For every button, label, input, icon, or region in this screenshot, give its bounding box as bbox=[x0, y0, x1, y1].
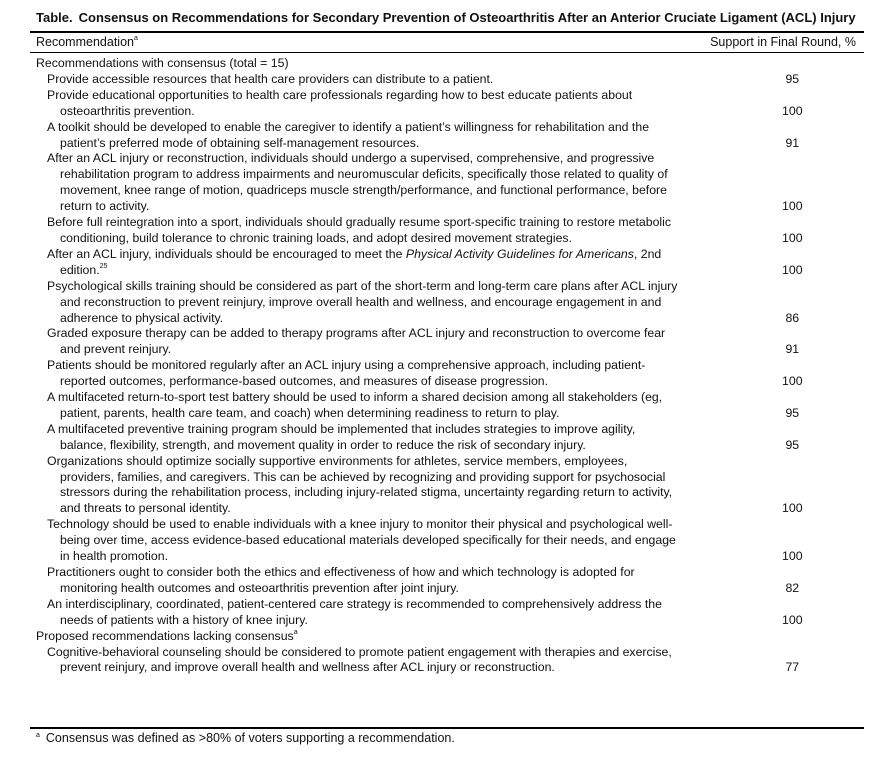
table-title-text: Consensus on Recommendations for Secondary Prevention of Osteoarthritis After an Anterior Cruciate Ligament (ACL) Injury bbox=[78, 10, 856, 25]
recommendation-text: Graded exposure therapy can be added to therapy programs after ACL injury and reconstruction to overcome fear and prevent reinjury. bbox=[47, 326, 666, 357]
support-value: 95 bbox=[785, 405, 800, 420]
table-body bbox=[34, 56, 858, 676]
recommendation-text: A multifaceted preventive training program should be implemented that includes strategies to improve agility, balance, flexibility, strength, and movement quality in order to reduce the risk of secondary injury. bbox=[47, 421, 636, 452]
recommendation-text: A toolkit should be developed to enable the caregiver to identify a patient’s willingness for rehabilitation and the patient’s preferred mode of obtaining self-management resources. bbox=[47, 119, 650, 150]
recommendation-text: Psychological skills training should be considered as part of the short-term and long-term care plans after ACL injury and reconstruction to prevent reinjury, improve overall health and wellness, and encourage engagement in and adherence to physical activity. bbox=[47, 278, 678, 325]
table-row bbox=[34, 72, 858, 88]
lacking-items bbox=[34, 645, 858, 677]
support-value: 95 bbox=[785, 437, 800, 452]
column-header-recommendation bbox=[36, 35, 138, 49]
consensus-items bbox=[34, 72, 858, 629]
top-rule bbox=[30, 31, 864, 33]
recommendation-text: Technology should be used to enable individuals with a knee injury to monitor their physical and psychological well-being over time, access evidence-based educational materials developed specifically for their needs, and engage in health promotion. bbox=[47, 517, 676, 564]
support-value: 100 bbox=[782, 612, 803, 627]
table-row bbox=[34, 279, 858, 327]
column-header-recommendation-label: Recommendation bbox=[36, 35, 134, 49]
table-row bbox=[34, 151, 858, 215]
header-rule bbox=[30, 52, 864, 53]
table-row bbox=[34, 454, 858, 518]
recommendation-text: Provide accessible resources that health care providers can distribute to a patient. bbox=[47, 71, 494, 86]
support-value: 100 bbox=[782, 262, 803, 277]
table-label: Table. bbox=[36, 10, 73, 25]
footnote-marker: a bbox=[36, 731, 40, 739]
table-row bbox=[34, 597, 858, 629]
bottom-rule bbox=[30, 727, 864, 729]
table-row bbox=[34, 120, 858, 152]
reference-superscript: 25 bbox=[99, 262, 108, 270]
recommendation-text: Before full reintegration into a sport, individuals should gradually resume sport-specific training to restore metabolic conditioning, build tolerance to chronic training loads, and adopt desired movement strategies. bbox=[47, 215, 672, 245]
table-row bbox=[34, 215, 858, 247]
recommendation-text: Provide educational opportunities to health care professionals regarding how to best educate patients about osteoarthritis prevention. bbox=[47, 87, 633, 118]
footnote-marker: a bbox=[133, 34, 138, 42]
recommendation-text: An interdisciplinary, coordinated, patient-centered care strategy is recommended to comprehensively address the needs of patients with a history of knee injury. bbox=[47, 596, 662, 627]
section-label: Recommendations with consensus (total = 15) bbox=[36, 56, 289, 70]
table-row bbox=[34, 422, 858, 454]
table-row bbox=[34, 565, 858, 597]
recommendation-text bbox=[34, 247, 679, 279]
support-value: 100 bbox=[782, 374, 803, 389]
recommendation-text-part: After an ACL injury, individuals should be encouraged to meet the bbox=[47, 246, 406, 261]
footnote-marker: a bbox=[293, 628, 298, 636]
support-value: 100 bbox=[782, 549, 803, 564]
footnote-text: Consensus was defined as >80% of voters supporting a recommendation. bbox=[45, 731, 455, 745]
support-value: 82 bbox=[785, 580, 800, 595]
table-row bbox=[34, 390, 858, 422]
recommendation-text-italic: Physical Activity Guidelines for Americans bbox=[405, 246, 634, 261]
support-value: 91 bbox=[785, 135, 800, 150]
section-row-lacking bbox=[34, 629, 858, 645]
support-value: 77 bbox=[785, 660, 800, 675]
recommendation-text: Organizations should optimize socially supportive environments for athletes, service members, employees, providers, families, and caregivers. This can be achieved by recognizing and providing support for psychosocial stressors during the rehabilitation process, including injury-related stigma, uncertainty regarding return to activity, and threats to personal identity. bbox=[47, 453, 673, 516]
table-row bbox=[34, 326, 858, 358]
column-header-support: Support in Final Round, % bbox=[710, 35, 856, 49]
support-value: 100 bbox=[782, 199, 803, 214]
table-row bbox=[34, 645, 858, 677]
section-row-consensus bbox=[34, 56, 858, 72]
table-row bbox=[34, 247, 858, 279]
table-row bbox=[34, 358, 858, 390]
support-value: 86 bbox=[785, 310, 800, 325]
support-value: 91 bbox=[785, 342, 800, 357]
table-footnote bbox=[36, 731, 455, 745]
recommendation-text: Cognitive-behavioral counseling should be considered to promote patient engagement with therapies and exercise, prevent reinjury, and improve overall health and wellness after ACL injury or reconstruction. bbox=[47, 644, 672, 675]
section-lacking-label: Proposed recommendations lacking consensus bbox=[36, 628, 294, 643]
support-value: 100 bbox=[782, 501, 803, 516]
recommendation-text: After an ACL injury or reconstruction, individuals should undergo a supervised, comprehensive, and progressive rehabilitation program to address impairments and neuromuscular deficits, specifically those related to quality of movement, knee range of motion, quadriceps muscle strength/performance, and functional performance, before return to activity. bbox=[47, 151, 668, 214]
table-title bbox=[36, 10, 856, 25]
recommendation-text: A multifaceted return-to-sport test battery should be used to inform a shared decision among all stakeholders (eg, patient, parents, health care team, and coach) when determining readiness to return to play. bbox=[47, 390, 663, 420]
table-row bbox=[34, 88, 858, 120]
recommendation-text: Patients should be monitored regularly after an ACL injury using a comprehensive approach, including patient-reported outcomes, performance-based outcomes, and measures of disease progression. bbox=[47, 358, 646, 389]
section-label bbox=[34, 629, 674, 645]
recommendation-text-part: , 2nd edition. bbox=[60, 246, 662, 277]
support-value: 100 bbox=[782, 103, 803, 118]
recommendation-text: Practitioners ought to consider both the ethics and effectiveness of how and which technology is adopted for monitoring health outcomes and osteoarthritis prevention after joint injury. bbox=[47, 565, 635, 595]
table-row bbox=[34, 517, 858, 565]
support-value: 95 bbox=[785, 71, 800, 86]
support-value: 100 bbox=[782, 230, 803, 245]
